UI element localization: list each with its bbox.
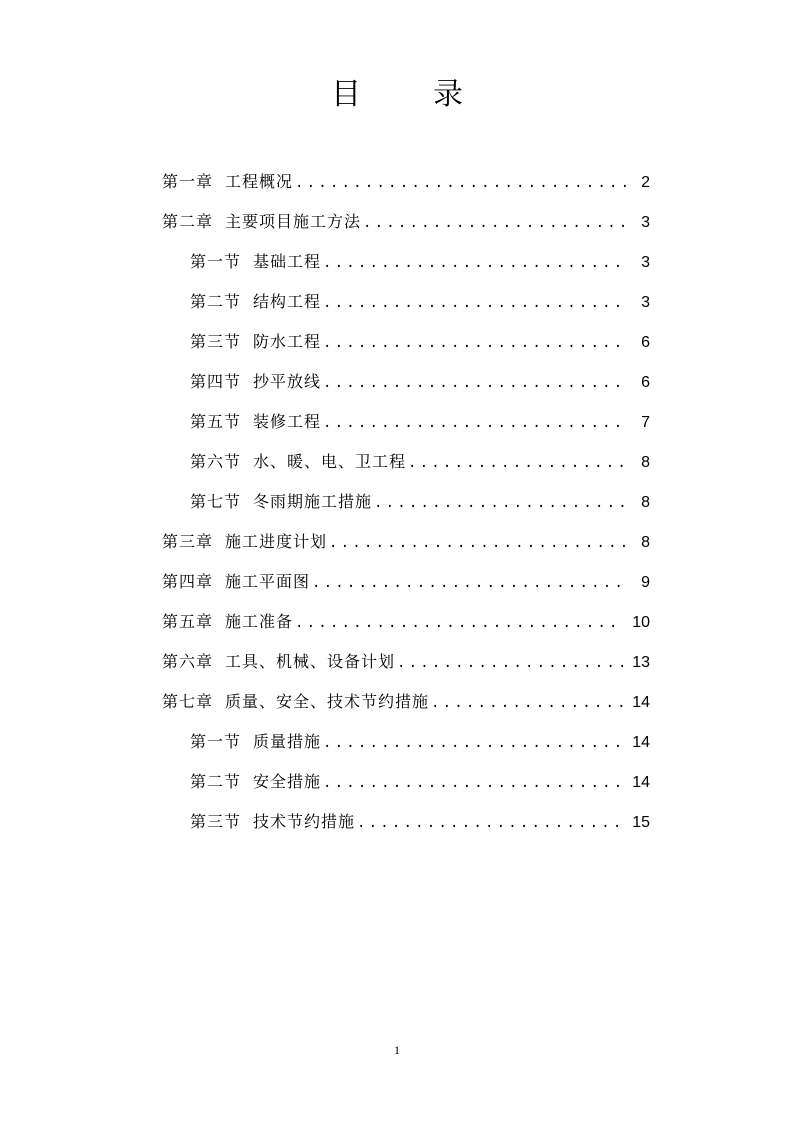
toc-entry-page: 6 <box>641 374 650 391</box>
toc-entry-number: 第五章 <box>162 612 214 631</box>
page-number: 1 <box>394 1043 400 1057</box>
toc-leader-dots <box>312 563 628 603</box>
toc-entry[interactable] <box>162 482 650 522</box>
toc-leader-dots <box>397 643 624 683</box>
toc-leader-dots <box>408 443 628 483</box>
toc-entry-number: 第三节 <box>190 332 242 351</box>
toc-entry-title: 装修工程 <box>253 412 322 431</box>
toc-entry-number: 第六节 <box>190 452 242 471</box>
toc-entry-number: 第四节 <box>190 372 242 391</box>
toc-entry-title: 水、暖、电、卫工程 <box>253 452 407 471</box>
toc-entry-page: 2 <box>641 174 650 191</box>
toc-entry-title: 工具、机械、设备计划 <box>225 652 396 671</box>
toc-entry-number: 第六章 <box>162 652 214 671</box>
toc-leader-dots <box>329 523 628 563</box>
toc-entry-page: 8 <box>641 534 650 551</box>
toc-entry-page: 9 <box>641 574 650 591</box>
toc-entry-number: 第一节 <box>190 732 242 751</box>
toc-entry-page: 10 <box>632 614 650 631</box>
toc-entry-title: 质量措施 <box>253 732 322 751</box>
toc-entry-page: 3 <box>641 214 650 231</box>
toc-entry-title: 施工准备 <box>225 612 294 631</box>
toc-entry[interactable] <box>162 602 650 642</box>
toc-leader-dots <box>374 483 628 523</box>
toc-entry-title: 主要项目施工方法 <box>225 212 362 231</box>
page-title: 目录 <box>331 77 535 112</box>
toc-leader-dots <box>323 723 624 763</box>
toc-leader-dots <box>323 403 628 443</box>
toc-entry[interactable] <box>162 762 650 802</box>
toc-leader-dots <box>295 163 628 203</box>
toc-entry-page: 13 <box>632 654 650 671</box>
toc-entry-title: 工程概况 <box>225 172 294 191</box>
toc-entry-title: 抄平放线 <box>253 372 322 391</box>
toc-entry-title: 结构工程 <box>253 292 322 311</box>
toc-entry-page: 6 <box>641 334 650 351</box>
toc-entry-page: 3 <box>641 294 650 311</box>
toc-leader-dots <box>323 243 628 283</box>
toc-entry-title: 技术节约措施 <box>253 812 356 831</box>
toc-entry[interactable] <box>162 402 650 442</box>
toc-entry-number: 第七节 <box>190 492 242 511</box>
toc-entry-page: 14 <box>632 694 650 711</box>
table-of-contents <box>162 162 650 842</box>
toc-entry-page: 14 <box>632 774 650 791</box>
toc-entry[interactable] <box>162 802 650 842</box>
toc-entry[interactable] <box>162 522 650 562</box>
toc-entry[interactable] <box>162 682 650 722</box>
toc-entry-page: 7 <box>641 414 650 431</box>
toc-entry-number: 第二节 <box>190 772 242 791</box>
toc-entry[interactable] <box>162 242 650 282</box>
toc-entry-title: 安全措施 <box>253 772 322 791</box>
toc-entry-title: 质量、安全、技术节约措施 <box>225 692 430 711</box>
toc-entry[interactable] <box>162 162 650 202</box>
toc-entry-page: 3 <box>641 254 650 271</box>
toc-entry-number: 第四章 <box>162 572 214 591</box>
toc-entry-page: 8 <box>641 494 650 511</box>
toc-entry[interactable] <box>162 442 650 482</box>
toc-leader-dots <box>323 323 628 363</box>
toc-entry-number: 第三节 <box>190 812 242 831</box>
toc-entry-page: 14 <box>632 734 650 751</box>
toc-leader-dots <box>323 763 624 803</box>
toc-entry[interactable] <box>162 282 650 322</box>
toc-leader-dots <box>431 683 624 723</box>
toc-entry-number: 第三章 <box>162 532 214 551</box>
toc-entry-number: 第一节 <box>190 252 242 271</box>
toc-leader-dots <box>323 363 628 403</box>
toc-entry[interactable] <box>162 202 650 242</box>
toc-leader-dots <box>363 203 628 243</box>
toc-leader-dots <box>295 603 624 643</box>
toc-entry-title: 防水工程 <box>253 332 322 351</box>
toc-entry[interactable] <box>162 562 650 602</box>
toc-leader-dots <box>357 803 624 843</box>
toc-entry[interactable] <box>162 362 650 402</box>
toc-entry-number: 第二章 <box>162 212 214 231</box>
toc-entry-number: 第五节 <box>190 412 242 431</box>
toc-entry-page: 15 <box>632 814 650 831</box>
toc-entry[interactable] <box>162 642 650 682</box>
toc-entry-number: 第七章 <box>162 692 214 711</box>
toc-entry-title: 冬雨期施工措施 <box>253 492 373 511</box>
toc-entry-title: 施工进度计划 <box>225 532 328 551</box>
toc-entry-title: 基础工程 <box>253 252 322 271</box>
toc-entry[interactable] <box>162 722 650 762</box>
toc-entry[interactable] <box>162 322 650 362</box>
toc-entry-number: 第一章 <box>162 172 214 191</box>
toc-leader-dots <box>323 283 628 323</box>
toc-entry-title: 施工平面图 <box>225 572 311 591</box>
toc-entry-page: 8 <box>641 454 650 471</box>
toc-entry-number: 第二节 <box>190 292 242 311</box>
